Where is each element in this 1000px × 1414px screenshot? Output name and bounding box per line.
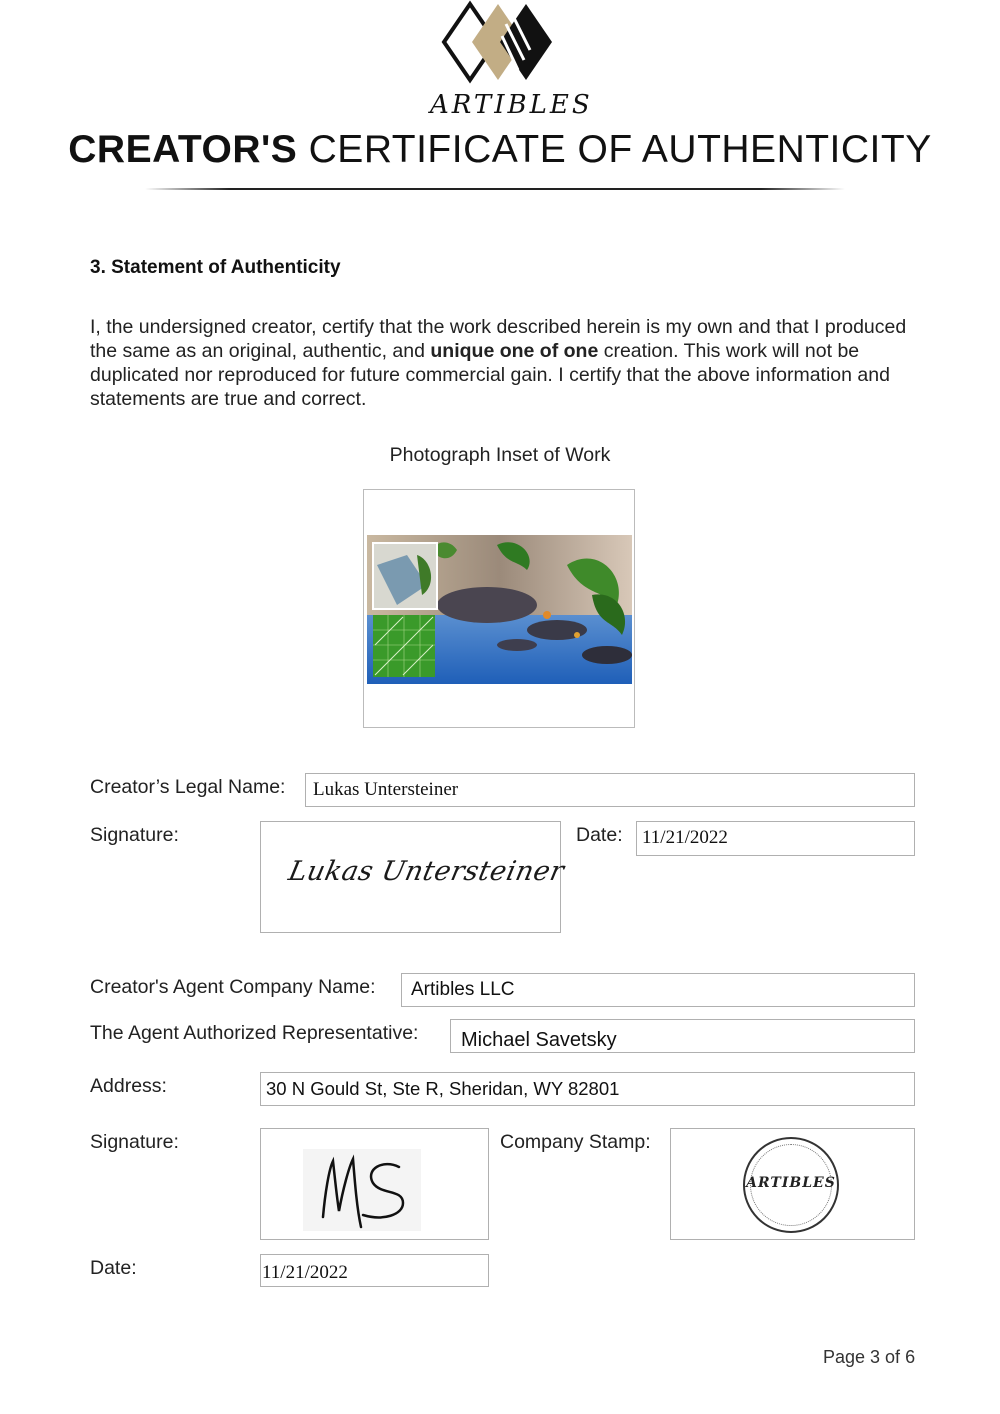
agent-rep-field[interactable] (450, 1019, 915, 1053)
statement-text-bold: unique one of one (430, 340, 599, 362)
agent-address-field[interactable] (260, 1072, 915, 1106)
agent-date-field[interactable] (260, 1254, 489, 1287)
statement-text-after: creation. This work will not be duplicated nor reproduced for future commercial gain. I certify that the above information and statements are true and correct. (90, 340, 890, 410)
agent-signature-label: Signature: (90, 1131, 179, 1153)
agent-company-field[interactable] (401, 973, 915, 1007)
statement-text-before: I, the undersigned creator, certify that the work described herein is my own and that I produced the same as an original, authentic, and (90, 316, 907, 362)
photo-inset-label: Photograph Inset of Work (389, 444, 611, 466)
page-number: Page 3 of 6 (823, 1347, 916, 1367)
company-stamp-seal (743, 1137, 839, 1233)
section-heading: 3. Statement of Authenticity (90, 257, 341, 278)
agent-rep-label: The Agent Authorized Representative: (90, 1022, 419, 1044)
agent-date-label: Date: (90, 1257, 137, 1279)
creator-date-field[interactable] (636, 821, 915, 856)
page-title (0, 128, 1000, 172)
creator-legal-name-field[interactable] (305, 773, 915, 807)
artwork-photo (367, 535, 632, 684)
company-stamp-box (670, 1128, 915, 1240)
creator-signature-label: Signature: (90, 824, 179, 846)
statement-paragraph (90, 315, 910, 411)
title-rest: CERTIFICATE OF AUTHENTICITY (308, 128, 932, 171)
title-bold: CREATOR'S (68, 128, 298, 171)
creator-signature-box[interactable] (260, 821, 567, 933)
creator-signature-image: Lukas Untersteiner (285, 856, 567, 887)
agent-signature-box[interactable] (260, 1128, 489, 1240)
agent-signature-image (303, 1149, 421, 1231)
agent-address-value: 30 N Gould St, Ste R, Sheridan, WY 82801 (266, 1078, 620, 1099)
agent-address-label: Address: (90, 1075, 167, 1097)
creator-date-label: Date: (576, 824, 623, 846)
company-stamp-text: ARTIBLES (746, 1175, 836, 1191)
agent-rep-value: Michael Savetsky (461, 1029, 617, 1051)
creator-legal-name-value: Lukas Untersteiner (313, 779, 459, 800)
creator-legal-name-label: Creator’s Legal Name: (90, 776, 286, 798)
agent-company-value: Artibles LLC (411, 979, 515, 1000)
agent-company-label: Creator's Agent Company Name: (90, 976, 376, 998)
creator-date-value: 11/21/2022 (642, 827, 728, 848)
agent-signature-icon (303, 1149, 421, 1231)
company-stamp-label: Company Stamp: (500, 1131, 651, 1153)
title-divider (145, 188, 845, 190)
agent-date-value: 11/21/2022 (262, 1262, 348, 1283)
logo-wordmark: ARTIBLES (430, 90, 593, 120)
